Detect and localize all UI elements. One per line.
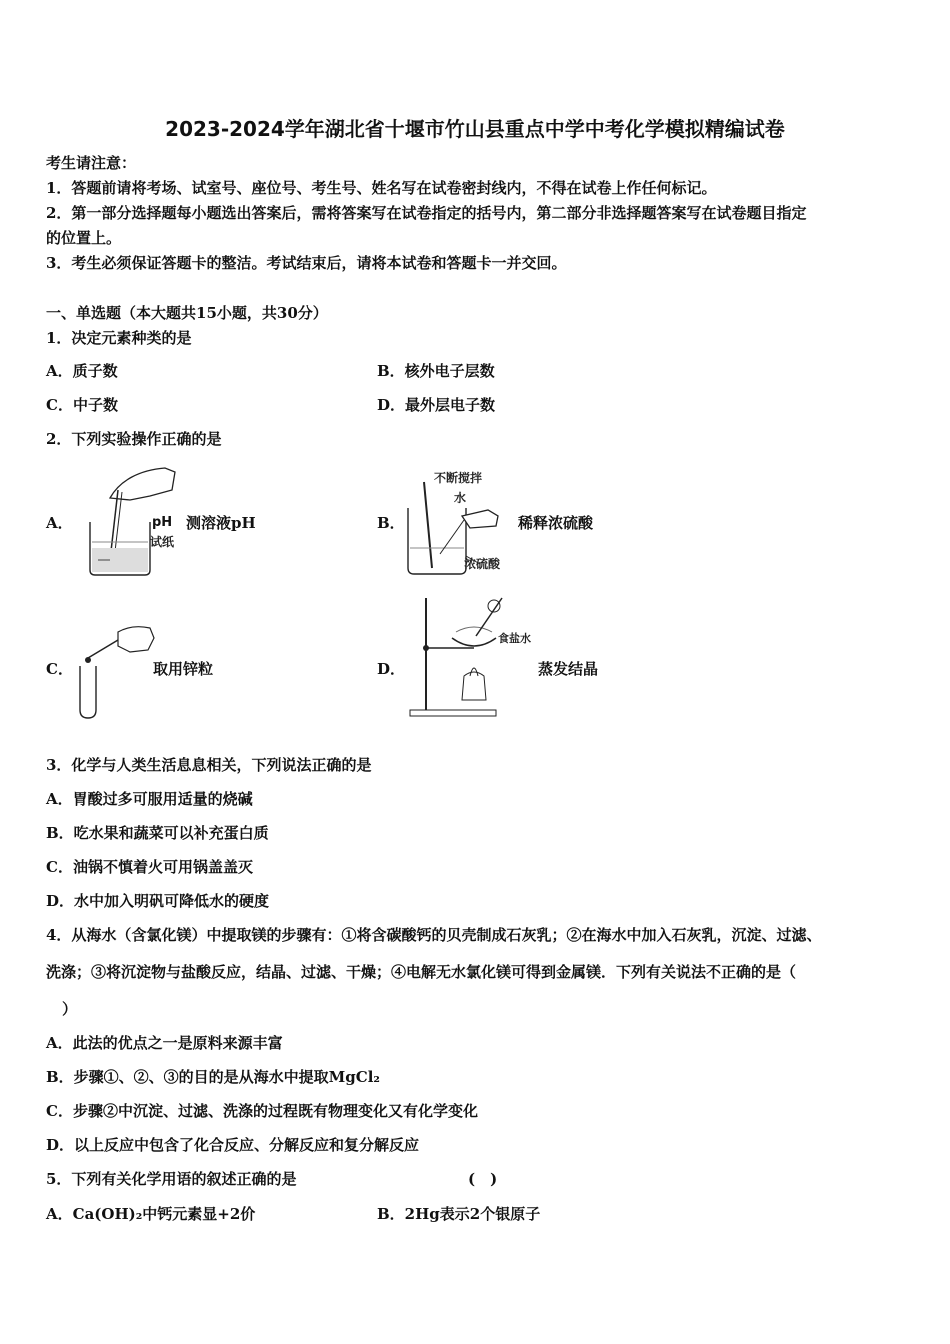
question-stem: 4．从海水（含氯化镁）中提取镁的步骤有：①将含碳酸钙的贝壳制成石灰乳；②在海水中加入石灰乳，沉淀、过滤、 (46, 926, 822, 944)
option-c: C．油锅不慎着火可用锅盖盖灭 (46, 858, 253, 876)
option-d-letter: D． (377, 660, 406, 678)
option-a: A．此法的优点之一是原料来源丰富 (46, 1034, 283, 1052)
option-d-text: 蒸发结晶 (538, 660, 599, 678)
ph-label: pH (152, 515, 173, 530)
paper-label: 试纸 (150, 535, 175, 549)
question-stem: 2．下列实验操作正确的是 (46, 430, 222, 448)
notice-item: 2．第一部分选择题每小题选出答案后，需将答案写在试卷指定的括号内，第二部分非选择题答案写在试卷题目指定 (46, 204, 807, 222)
option-a: A．胃酸过多可服用适量的烧碱 (46, 790, 253, 808)
option-b-letter: B． (377, 514, 405, 532)
question-stem-cont: 洗涤；③将沉淀物与盐酸反应，结晶、过滤、干燥；④电解无水氯化镁可得到金属镁．下列有关说法不正确的是（ (46, 963, 797, 981)
notice-item: 3．考生必须保证答题卡的整洁。考试结束后，请将本试卷和答题卡一并交回。 (46, 254, 567, 272)
option-c: C．步骤②中沉淀、过滤、洗涤的过程既有物理变化又有化学变化 (46, 1102, 478, 1120)
option-c-text: 取用锌粒 (153, 660, 214, 678)
question-stem: 5．下列有关化学用语的叙述正确的是 (46, 1170, 297, 1188)
section-heading: 一、单选题（本大题共15小题，共30分） (46, 304, 328, 322)
dilute-acid-illustration (400, 468, 520, 580)
option-a-text: 测溶液pH (186, 514, 256, 532)
question-stem: 1．决定元素种类的是 (46, 329, 192, 347)
option-b-text: 稀释浓硫酸 (518, 514, 594, 532)
option-d: D．最外层电子数 (377, 396, 496, 414)
notice-heading: 考生请注意： (46, 154, 137, 172)
question-stem-cont: ） (62, 1000, 78, 1018)
water-label: 水 (454, 491, 467, 505)
option-d: D．以上反应中包含了化合反应、分解反应和复分解反应 (46, 1136, 420, 1154)
option-c-letter: C． (46, 660, 73, 678)
stir-label: 不断搅拌 (434, 471, 483, 485)
notice-item: 的位置上。 (46, 229, 122, 247)
zinc-tube-illustration (74, 618, 164, 722)
acid-label: 浓硫酸 (464, 557, 501, 571)
question-stem: 3．化学与人类生活息息相关，下列说法正确的是 (46, 756, 372, 774)
option-c: C．中子数 (46, 396, 118, 414)
option-a: A．Ca(OH)₂中钙元素显+2价 (46, 1205, 256, 1223)
option-b: B．2Hg表示2个银原子 (377, 1205, 541, 1223)
notice-item: 1．答题前请将考场、试室号、座位号、考生号、姓名写在试卷密封线内，不得在试卷上作任何标记。 (46, 179, 717, 197)
option-d: D．水中加入明矾可降低水的硬度 (46, 892, 270, 910)
evaporation-illustration (404, 592, 534, 722)
option-b: B．步骤①、②、③的目的是从海水中提取MgCl₂ (46, 1068, 380, 1086)
option-a: A．质子数 (46, 362, 118, 380)
page-title: 2023-2024学年湖北省十堰市竹山县重点中学中考化学模拟精编试卷 (165, 117, 785, 141)
option-b: B．核外电子层数 (377, 362, 495, 380)
ph-test-illustration (80, 460, 190, 580)
salt-water-label: 食盐水 (498, 632, 531, 645)
answer-paren: ( ) (468, 1170, 498, 1188)
option-a-letter: A． (46, 514, 73, 532)
option-b: B．吃水果和蔬菜可以补充蛋白质 (46, 824, 269, 842)
